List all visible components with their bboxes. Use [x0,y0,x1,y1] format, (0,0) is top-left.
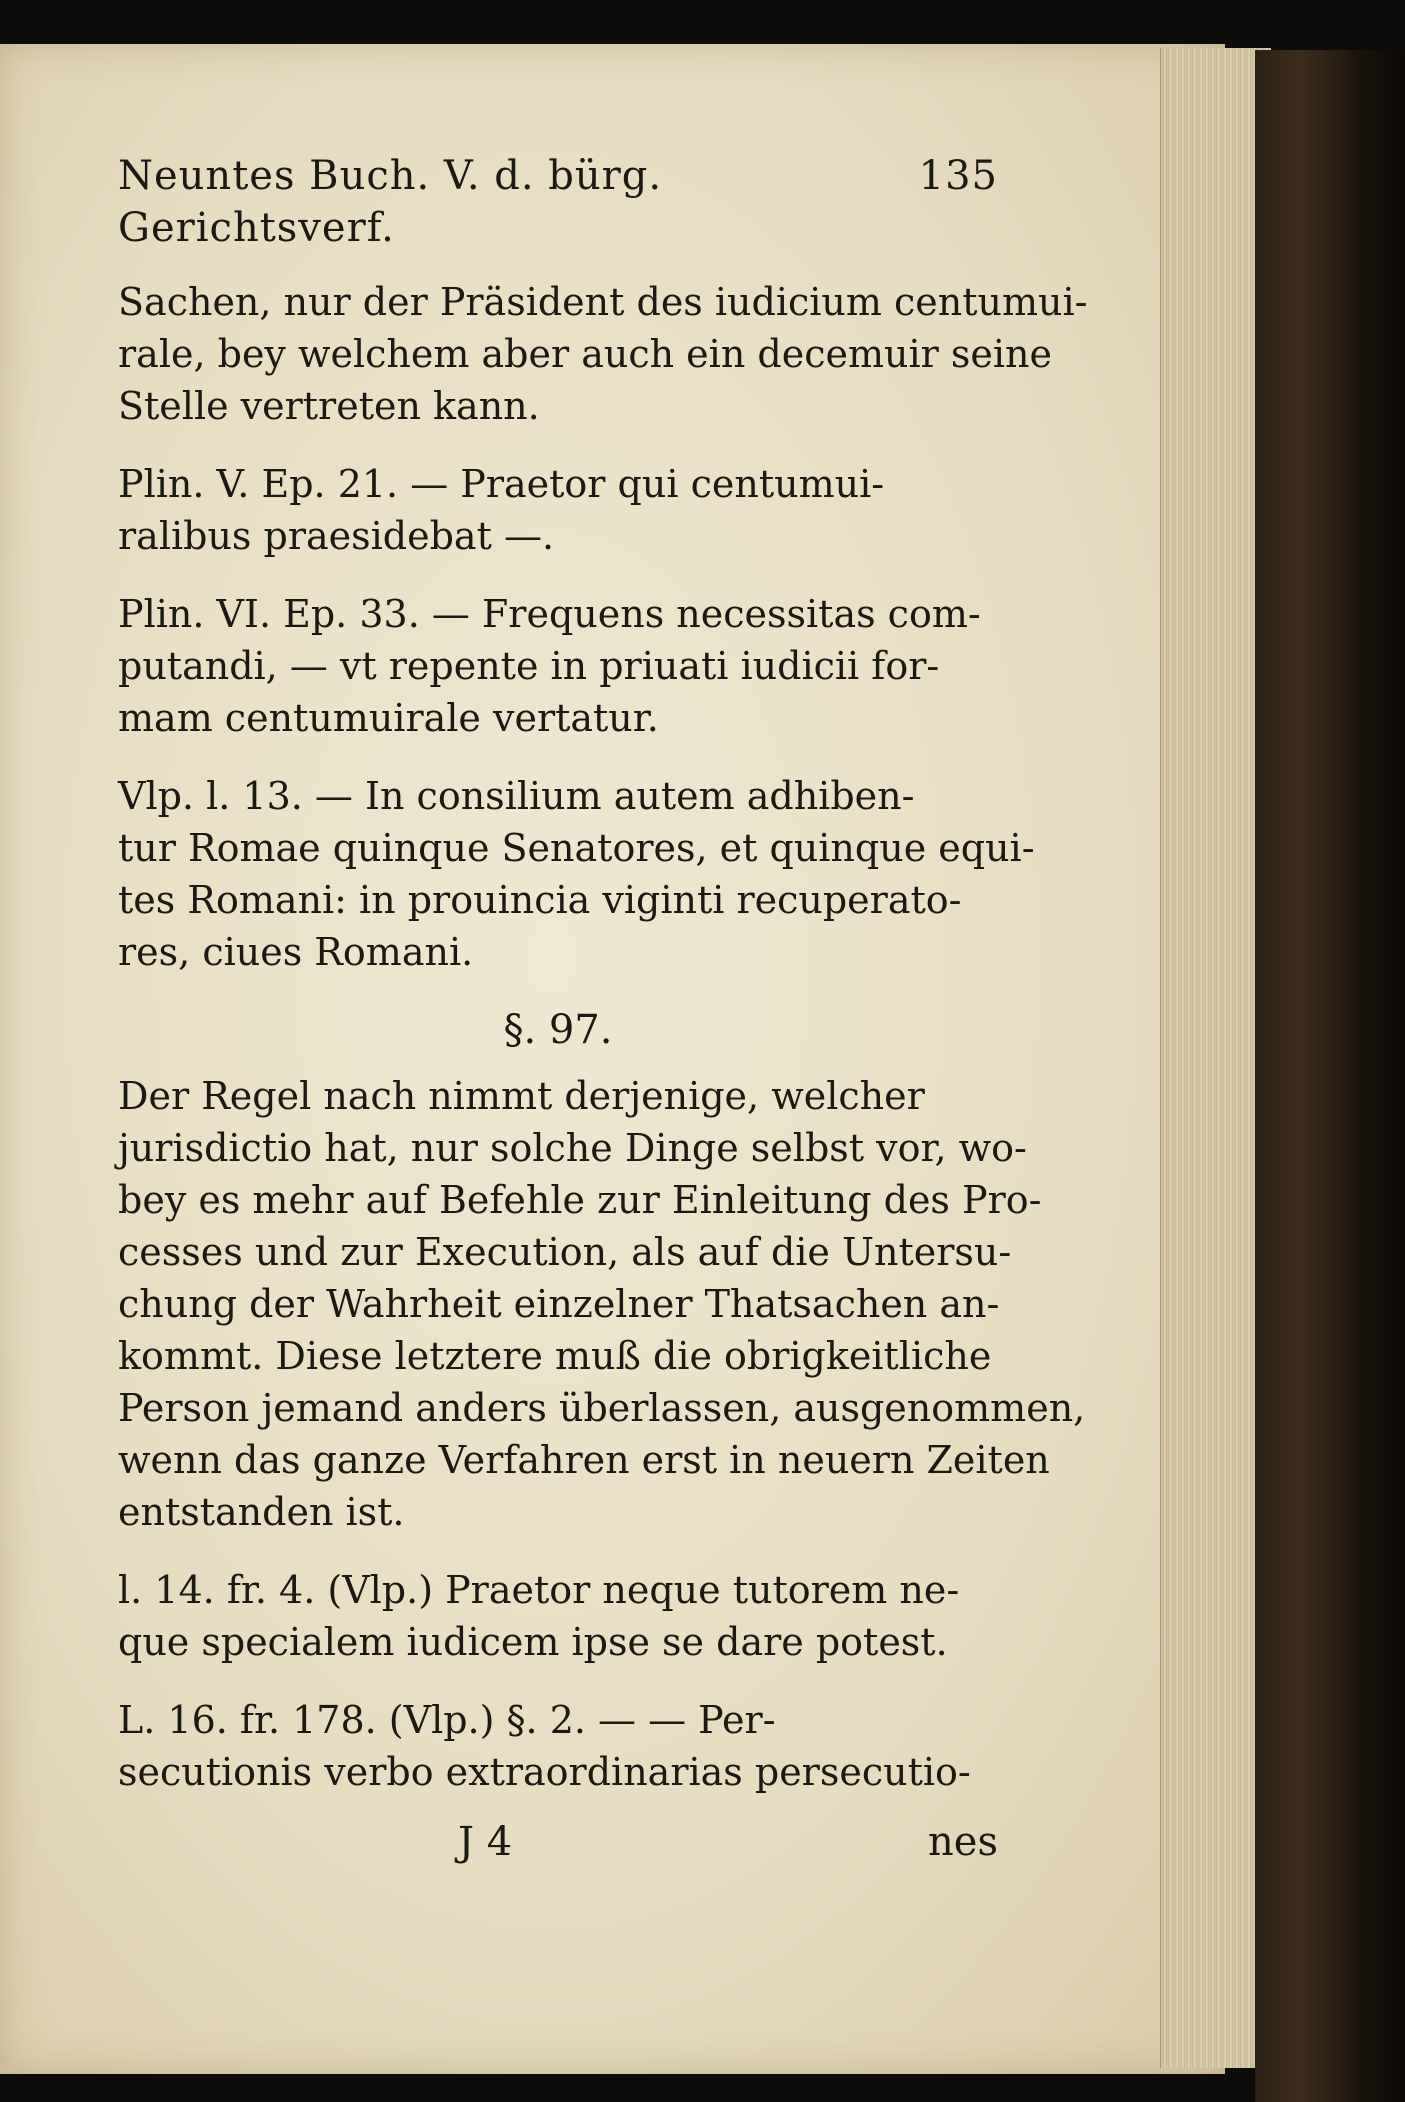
text-line: tes Romani: in prouincia viginti recuperato- [118,878,962,922]
citation-paragraph [118,1694,998,1798]
text-line: L. 16. fr. 178. (Vlp.) §. 2. — — Per- [118,1698,776,1742]
text-line: putandi, — vt repente in priuati iudicii for- [118,644,940,688]
text-line: ralibus praesidebat —. [118,514,555,558]
text-line: bey es mehr auf Befehle zur Einleitung des Pro- [118,1178,1042,1222]
citation-paragraph [118,588,998,744]
text-line: entstanden ist. [118,1490,405,1534]
text-line: Person jemand anders überlassen, ausgenommen, [118,1386,1086,1430]
text-line: secutionis verbo extraordinarias persecutio- [118,1750,971,1794]
page-footer [118,1816,998,1868]
text-line: l. 14. fr. 4. (Vlp.) Praetor neque tutorem ne- [118,1568,960,1612]
running-header [118,150,998,254]
text-line: cesses und zur Execution, als auf die Untersu- [118,1230,1012,1274]
text-line: Der Regel nach nimmt derjenige, welcher [118,1074,925,1118]
text-line: jurisdictio hat, nur solche Dinge selbst vor, wo- [118,1126,1027,1170]
text-line: Sachen, nur der Präsident des iudicium centumui- [118,280,1088,324]
text-line: res, ciues Romani. [118,930,474,974]
text-line: Plin. V. Ep. 21. — Praetor qui centumui- [118,462,885,506]
text-line: rale, bey welchem aber auch ein decemuir seine [118,332,1052,376]
text-line: Stelle vertreten kann. [118,384,540,428]
text-line: que specialem iudicem ipse se dare potest. [118,1620,948,1664]
text-line: tur Romae quinque Senatores, et quinque equi- [118,826,1035,870]
section-heading: §. 97. [503,1007,613,1053]
page-text [118,150,1088,1868]
paragraph [118,276,1088,432]
text-line: wenn das ganze Verfahren erst in neuern Zeiten [118,1438,1050,1482]
catchword: nes [928,1819,998,1865]
text-line: mam centumuirale vertatur. [118,696,659,740]
text-line: Vlp. l. 13. — In consilium autem adhiben- [118,774,915,818]
citation-paragraph [118,770,1035,978]
signature-mark: J 4 [458,1819,513,1865]
page-number: 135 [918,153,998,199]
paragraph [118,1070,1086,1538]
text-line: chung der Wahrheit einzelner Thatsachen an- [118,1282,1000,1326]
book-binding [1255,50,1405,2102]
citation-paragraph [118,458,998,562]
running-title: Neuntes Buch. V. d. bürg. Gerichtsverf. [118,153,663,251]
text-line: kommt. Diese letztere muß die obrigkeitliche [118,1334,992,1378]
citation-paragraph [118,1564,998,1668]
text-line: Plin. VI. Ep. 33. — Frequens necessitas com- [118,592,981,636]
